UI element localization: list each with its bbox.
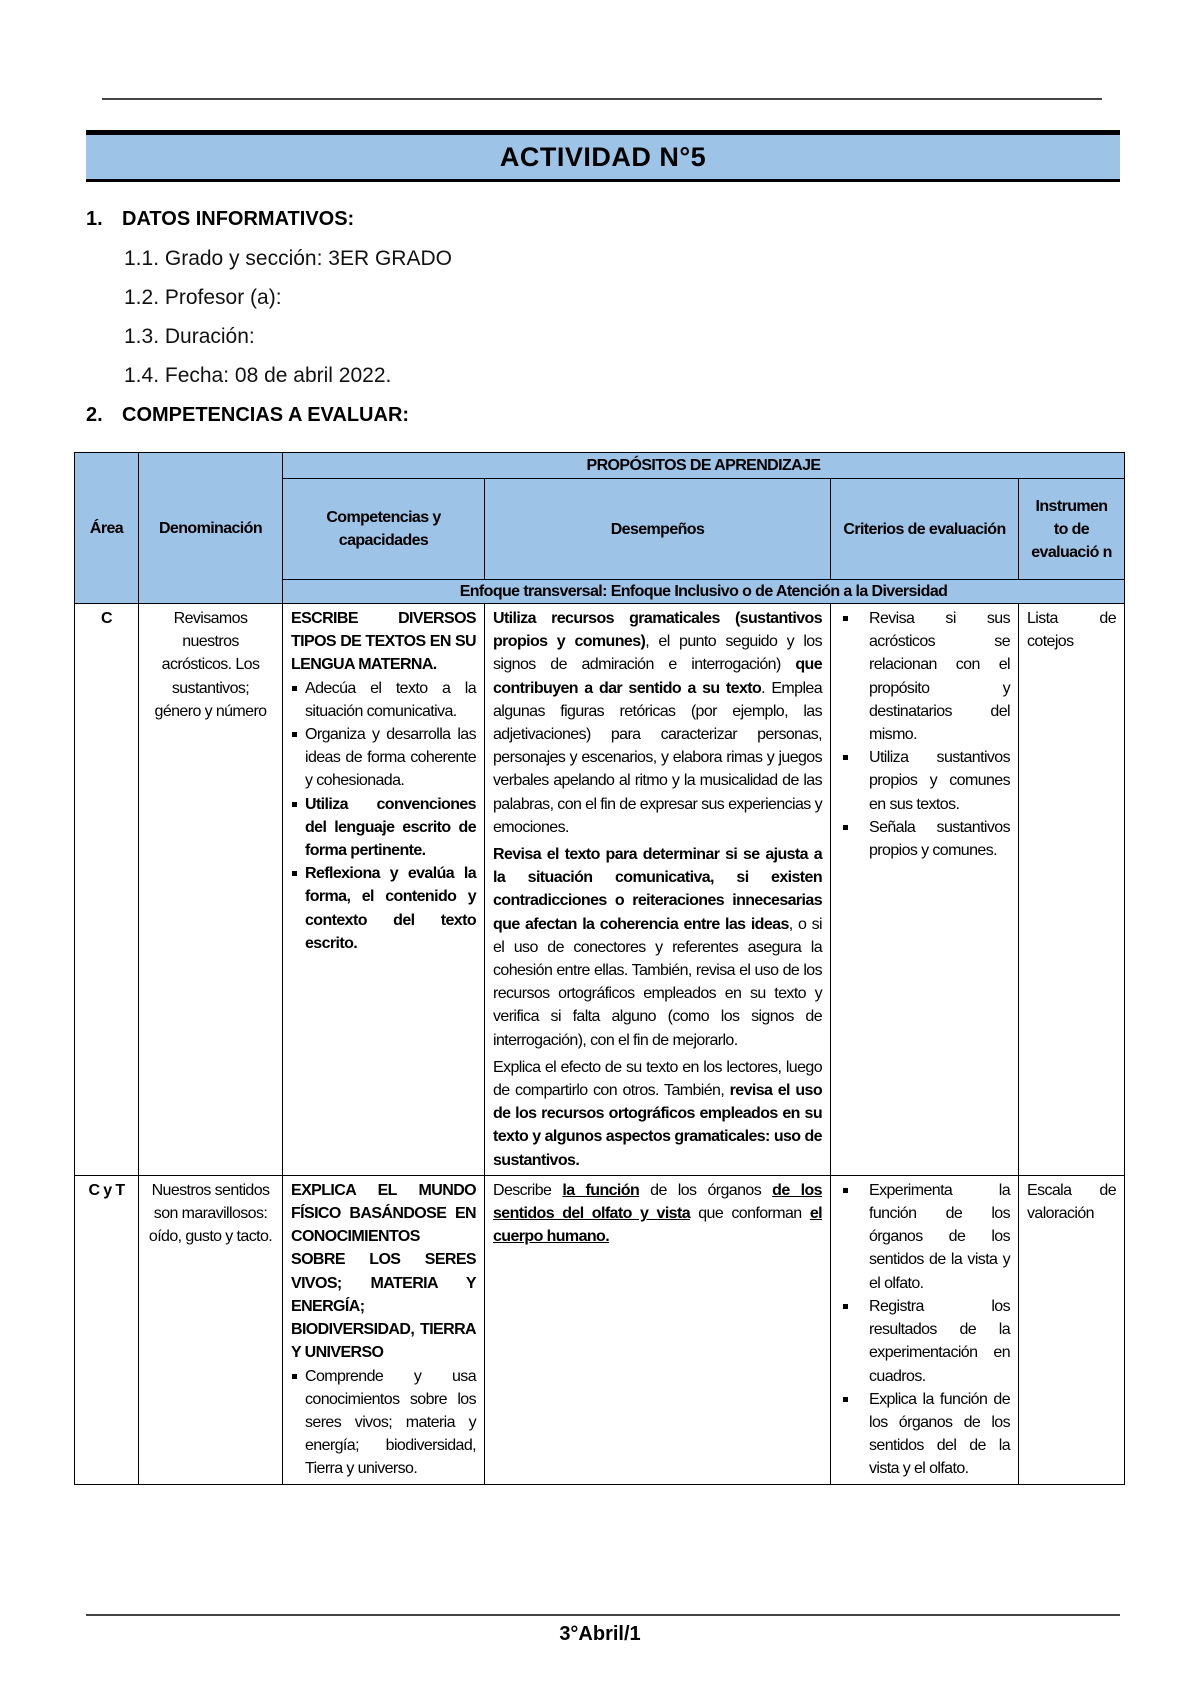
dato-profesor: 1.2. Profesor (a): (124, 286, 282, 309)
header-criterios: Criterios de evaluación (831, 479, 1019, 580)
desempeno-text: que conforman (690, 1205, 810, 1223)
cell-area: C y T (75, 1175, 139, 1484)
list-item: Utiliza sustantivos propios y comunes en sus textos. (831, 746, 1010, 816)
capacidades-list (291, 1365, 476, 1481)
header-area: Área (75, 453, 139, 604)
dato-fecha: 1.4. Fecha: 08 de abril 2022. (124, 364, 392, 387)
section-number: 2. (86, 404, 103, 426)
desempeno-paragraph (493, 1056, 822, 1172)
list-item: Utiliza convenciones del lenguaje escrito de forma pertinente. (291, 793, 476, 863)
desempeno-text: que contribuyen a dar sentido a su texto (493, 656, 822, 697)
section-label: DATOS INFORMATIVOS: (122, 208, 355, 230)
criterios-list (831, 1179, 1010, 1481)
page-footer: 3°Abril/1 (559, 1623, 641, 1645)
desempeno-text: Utiliza recursos gramaticales (sustantivos propios y comunes) (493, 610, 822, 651)
section-datos-informativos (86, 208, 354, 231)
desempeno-text: Revisa el texto para determinar si se ajusta a la situación comunicativa, si existen contradicciones o reiteraciones innecesarias que afectan la coherencia entre las ideas (493, 846, 822, 933)
cell-criterios (831, 604, 1019, 1176)
list-item: Registra los resultados de la experimentación en cuadros. (831, 1295, 1010, 1388)
desempeno-text: revisa el uso de los recursos ortográficos empleados en su texto y algunos aspectos gramaticales: uso de sustantivos. (493, 1082, 822, 1169)
section-competencias (86, 404, 409, 427)
desempeno-text: Describe (493, 1181, 563, 1199)
cell-competencias (283, 1175, 485, 1484)
cell-desempenos (485, 1175, 831, 1484)
desempeno-text: . Emplea algunas figuras retóricas (por ejemplo, las adjetivaciones) para caracterizar personas, personajes y escenarios, y elabora rimas y juegos verbales apelando al ritmo y la musicalidad de las palabras, con el fin de expresar sus experiencias y emociones. (493, 679, 823, 836)
competencia-title: EXPLICA EL MUNDO FÍSICO BASÁNDOSE EN CONOCIMIENTOS SOBRE LOS SERES VIVOS; MATERIA Y ENERGÍA; BIODIVERSIDAD, TIERRA Y UNIVERSO (291, 1181, 476, 1362)
list-item: Organiza y desarrolla las ideas de forma coherente y cohesionada. (291, 723, 476, 793)
section-label: COMPETENCIAS A EVALUAR: (122, 404, 410, 426)
list-item: Revisa si sus acrósticos se relacionan con el propósito y destinatarios del mismo. (831, 607, 1010, 746)
desempeno-text: Explica el efecto de su texto en los lectores, luego de compartirlo con otros. También, (493, 1058, 822, 1100)
desempeno-text: el cuerpo humano. (493, 1205, 822, 1246)
capacidades-list (291, 677, 476, 955)
header-denominacion: Denominación (139, 453, 283, 604)
cell-instrumento: Lista de cotejos (1019, 604, 1125, 1176)
header-competencias: Competencias y capacidades (283, 479, 485, 580)
desempeno-paragraph (493, 607, 822, 839)
criterios-list (831, 607, 1010, 862)
cell-criterios (831, 1175, 1019, 1484)
list-item: Adecúa el texto a la situación comunicativa. (291, 677, 476, 723)
competencias-table (74, 452, 1125, 1485)
desempeno-text: de los sentidos del olfato y vista (493, 1181, 822, 1223)
list-item: Comprende y usa conocimientos sobre los seres vivos; materia y energía; biodiversidad, Tierra y universo. (291, 1365, 476, 1481)
cell-area: C (75, 604, 139, 1176)
cell-desempenos (485, 604, 831, 1176)
competencia-title: ESCRIBE DIVERSOS TIPOS DE TEXTOS EN SU LENGUA MATERNA. (291, 610, 476, 674)
header-propositos: PROPÓSITOS DE APRENDIZAJE (283, 453, 1125, 479)
header-enfoque: Enfoque transversal: Enfoque Inclusivo o de Atención a la Diversidad (283, 580, 1125, 604)
cell-competencias (283, 604, 485, 1176)
cell-denominacion: Revisamos nuestros acrósticos. Los sustantivos; género y número (139, 604, 283, 1176)
list-item: Reflexiona y evalúa la forma, el contenido y contexto del texto escrito. (291, 862, 476, 955)
cell-instrumento: Escala de valoración (1019, 1175, 1125, 1484)
section-number: 1. (86, 208, 103, 230)
desempeno-text: la función (562, 1181, 640, 1199)
cell-denominacion: Nuestros sentidos son maravillosos: oído, gusto y tacto. (139, 1175, 283, 1484)
bottom-divider (86, 1614, 1120, 1617)
desempeno-text: , o si el uso de conectores y referentes asegura la cohesión entre ellas. También, revisa el uso de los recursos ortográficos empleados en su texto y verifica si falta alguno (como los signos de interrogación), con el fin de mejorarlo. (493, 915, 822, 1049)
list-item: Señala sustantivos propios y comunes. (831, 816, 1010, 862)
activity-title: ACTIVIDAD N°5 (86, 130, 1120, 182)
list-item: Experimenta la función de los órganos de los sentidos de la vista y el olfato. (831, 1179, 1010, 1295)
desempeno-paragraph (493, 843, 822, 1052)
list-item: Explica la función de los órganos de los sentidos del de la vista y el olfato. (831, 1388, 1010, 1481)
top-divider (102, 98, 1102, 101)
desempeno-text: , el punto seguido y los signos de admiración e interrogación) (493, 633, 822, 674)
dato-duracion: 1.3. Duración: (124, 325, 255, 348)
desempeno-paragraph (493, 1179, 822, 1249)
table-row (75, 604, 1125, 1176)
table-row (75, 1175, 1125, 1484)
header-instrumentos: Instrumen to de evaluació n (1019, 479, 1125, 580)
desempeno-text: de los órganos (639, 1181, 773, 1199)
header-desempenos: Desempeños (485, 479, 831, 580)
dato-grado: 1.1. Grado y sección: 3ER GRADO (124, 247, 452, 270)
